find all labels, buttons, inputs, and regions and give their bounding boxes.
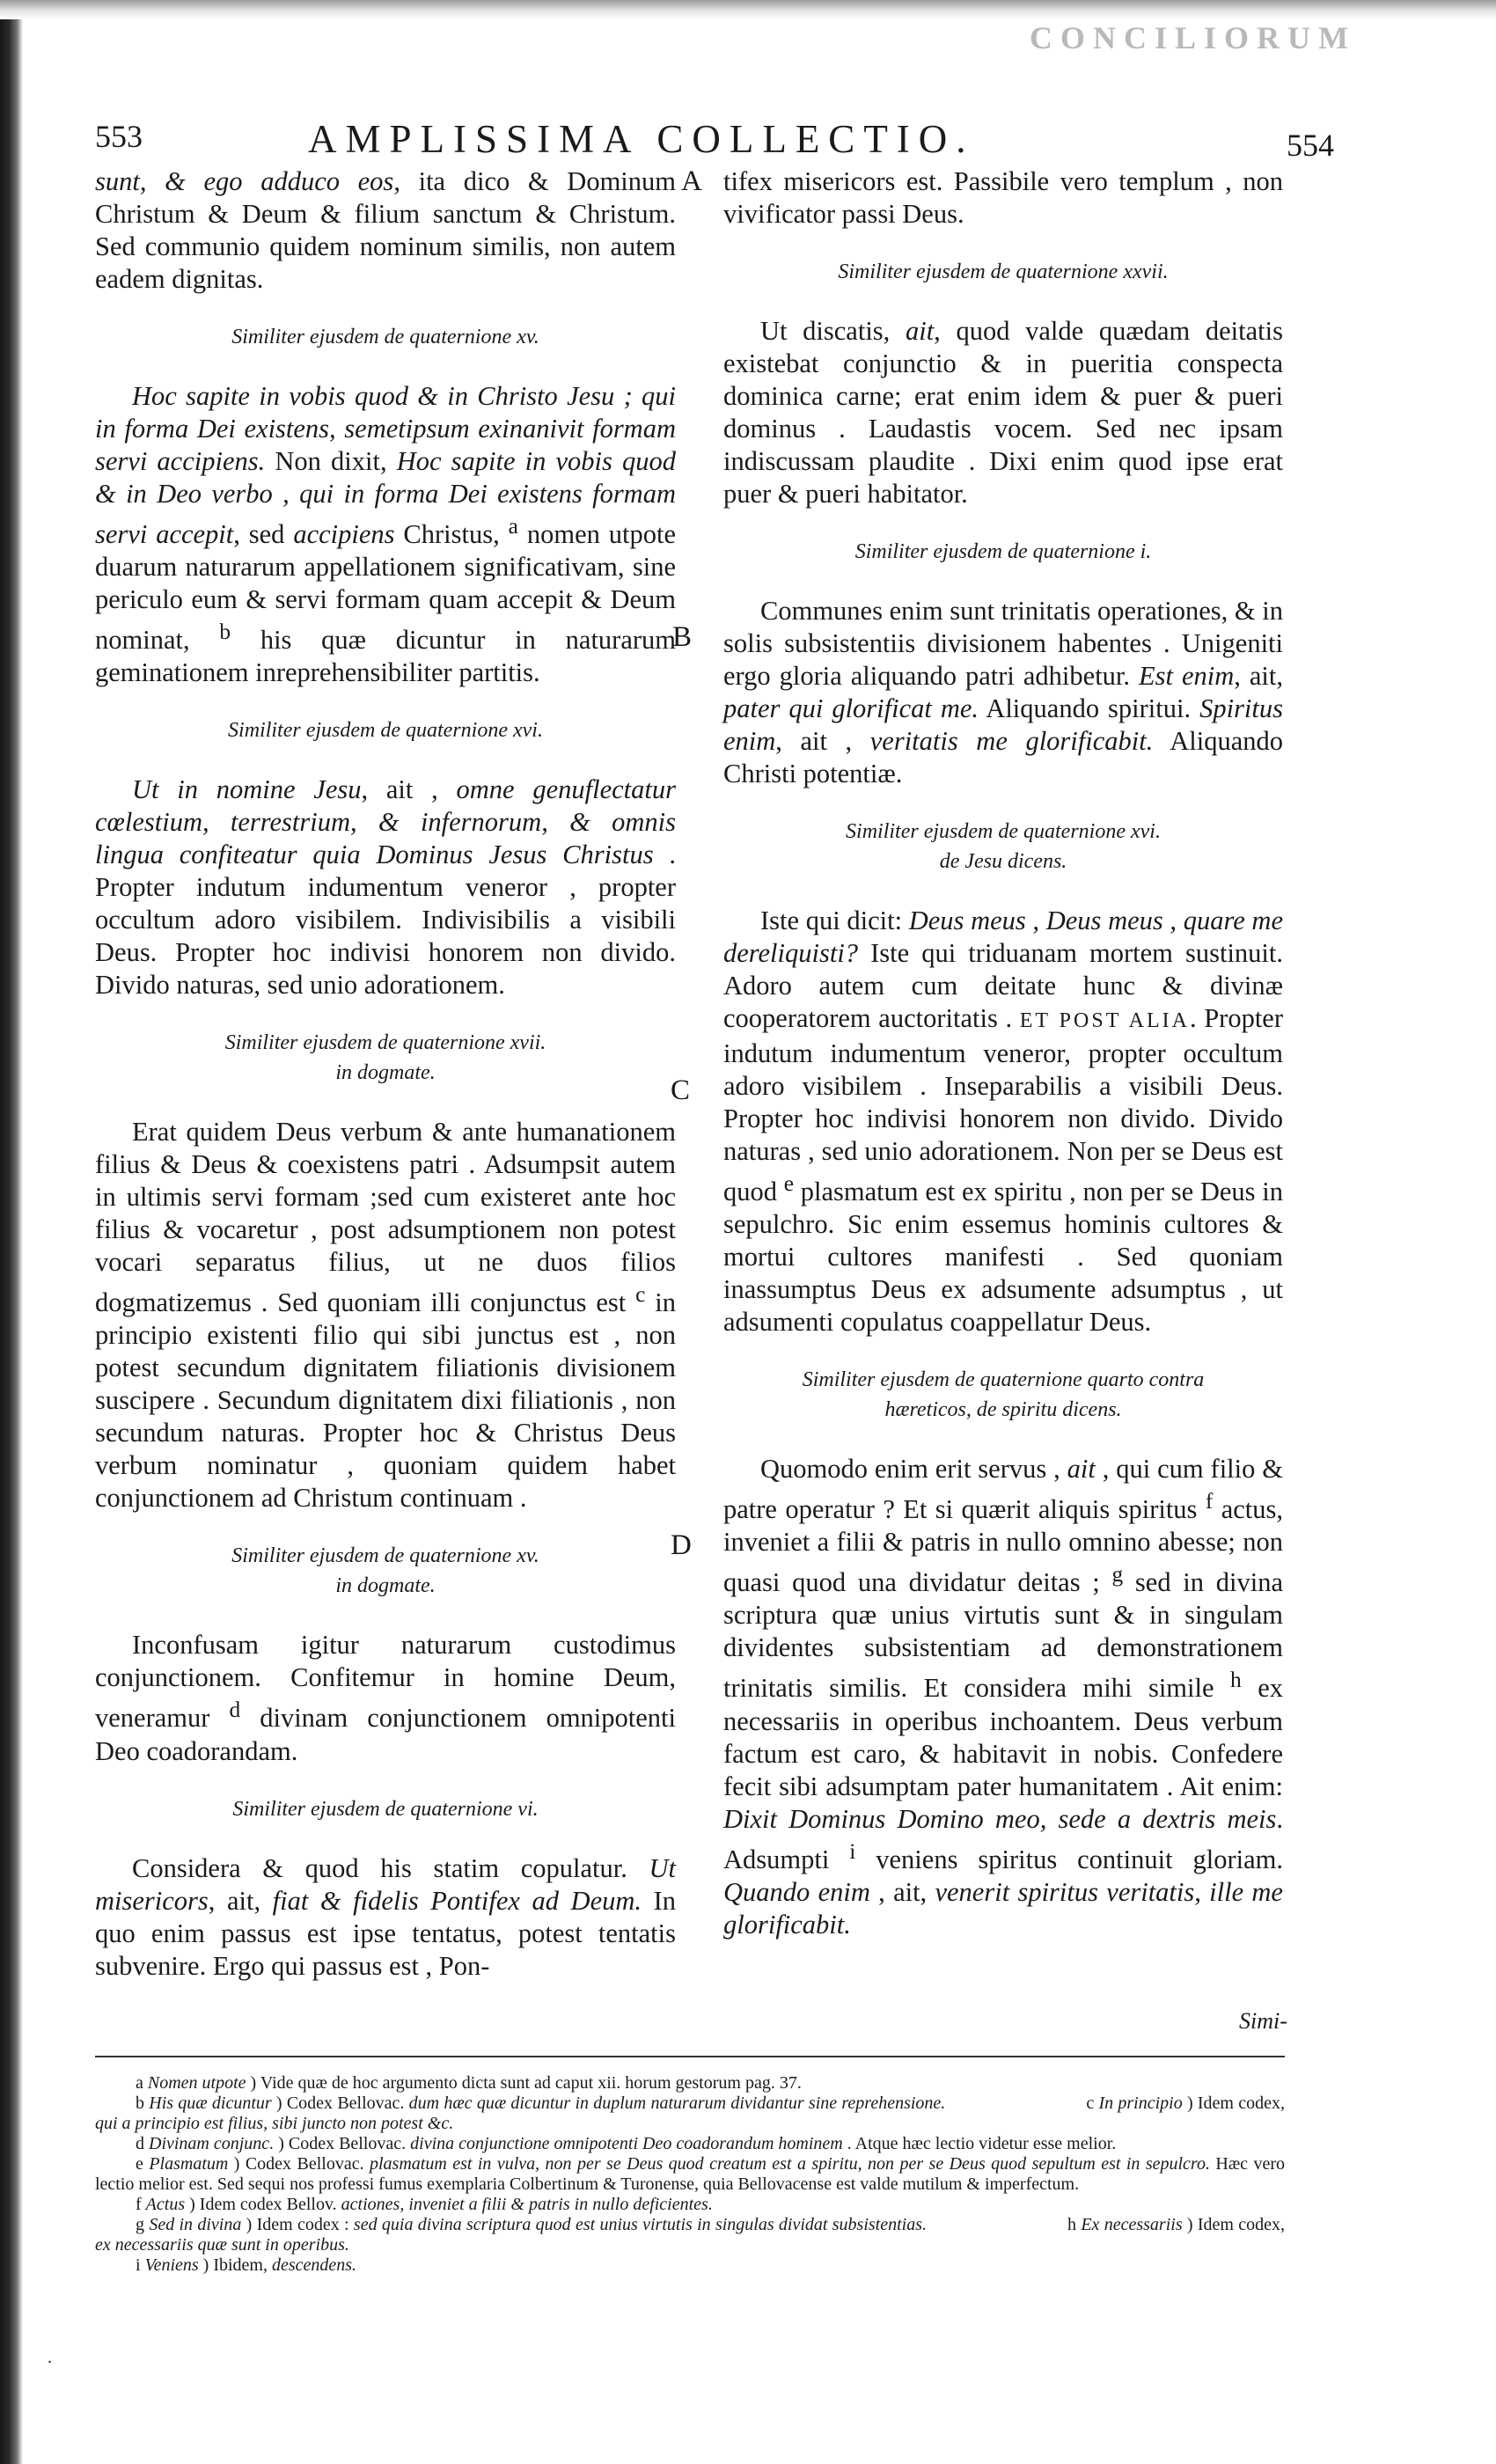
running-title: AMPLISSIMA COLLECTIO.: [308, 117, 975, 161]
footnote-text: Codex Bellovac.: [245, 2154, 370, 2174]
text: , ait,: [1234, 661, 1283, 691]
paragraph: [95, 1852, 676, 1983]
italic-text: Deus meus , Deus meus , quare me dereliquisti?: [723, 906, 1283, 968]
italic-text: accipiens: [293, 519, 395, 550]
footnote-italic: sed quia divina scriptura quod est unius virtutis in singulas dividat subsistentias.: [353, 2215, 928, 2234]
footnote-label: a: [136, 2073, 143, 2093]
paragraph: [95, 1629, 676, 1767]
footnote-label: h: [1067, 2215, 1077, 2234]
footnote-text: &c.: [422, 2114, 454, 2133]
bleed-through-header: CONCILIORUM: [1030, 20, 1357, 55]
heading-line: in dogmate.: [335, 1574, 436, 1598]
footnote: d Divinam conjunc. ) Codex Bellovac. divina conjunctione omnipotenti Deo coadorandum hominem . Atque hæc lectio videtur esse melior.: [136, 2134, 1117, 2153]
text: nomen utpote duarum naturarum appellationem significativam, sine periculo eum & servi formam quam accepit & Deum nominat,: [95, 519, 676, 656]
text: ex necessariis in operibus inchoantem. Deus verbum factum est caro, & habitavit in nobis. Confedere fecit sibi adsumptam pater humanitatem . Ait enim:: [723, 1673, 1283, 1801]
bottom-mark: .: [48, 2348, 52, 2367]
text: Ut discatis,: [760, 316, 906, 346]
text: . Propter indutum indumentum veneror, propter occultum adoro visibilem . Inseparabilis a visibili Deus. Propter hoc indivisi honorem non divido. Divido naturas , sed unio adorationem. Non per se Deus est quod: [723, 1003, 1283, 1207]
paragraph: [95, 774, 676, 1001]
footnote-ref: Plasmatum: [149, 2154, 229, 2174]
note-marker: g: [1111, 1562, 1124, 1588]
heading-line: Similiter ejusdem de quaternione xvii.: [224, 1031, 546, 1055]
note-marker: i: [849, 1838, 856, 1864]
italic-text: Ut misericors: [95, 1852, 676, 1916]
section-heading: [723, 1365, 1283, 1425]
paragraph: tifex misericors est. Passibile vero templum , non vivificator passi Deus.: [723, 166, 1283, 229]
footnote: g Sed in divina ) Idem codex : sed quia divina scriptura quod est unius virtutis in singulas dividat subsistentias. h Ex necessariis ) Idem codex, ex necessariis quæ sunt in operibus.: [95, 2215, 1286, 2255]
text: Christus,: [394, 519, 509, 550]
text: Iste qui triduanam mortem sustinuit. Adoro autem cum deitate hunc & divinæ cooperatorem auctoritatis .: [723, 938, 1283, 1033]
footnote-label: g: [136, 2215, 144, 2234]
binding-shadow: [0, 0, 23, 2464]
italic-text: Dixit Dominus Domino meo, sede a dextris meis: [723, 1803, 1277, 1834]
note-marker: c: [635, 1282, 646, 1308]
text: plasmatum est ex spiritu , non per se Deus in sepulchro. Sic enim essemus hominis cultores & mortui cultores manifesti . Sed quoniam inassumptus Deus ex adsumente adsumptus , ut adsumenti copulatus coappellatur Deus.: [723, 1177, 1284, 1338]
footnote-label: c: [1086, 2094, 1095, 2113]
footnote-label: d: [136, 2134, 144, 2153]
footnote-text: Idem codex Bellov.: [199, 2195, 341, 2214]
paragraph: [95, 165, 676, 296]
italic-text: Est enim: [1139, 661, 1235, 691]
catchword: Simi-: [1239, 2008, 1287, 2034]
text: . Adsumpti: [723, 1803, 1283, 1874]
italic-text: Ut in nomine Jesu: [132, 774, 362, 805]
footnote-ref: Ex necessariis: [1081, 2215, 1183, 2234]
footnote-italic: qui a principio est filius, sibi juncto non potest: [95, 2114, 423, 2133]
note-marker: h: [1230, 1668, 1242, 1693]
text: actus, inveniet a filii & patris in nullo omnino abesse; non quasi quod una dividatur deitas ;: [723, 1494, 1283, 1598]
text: his quæ dicuntur in naturarum geminationem inreprehensibiliter partitis.: [95, 625, 677, 688]
paragraph: [95, 380, 676, 689]
paragraph: [723, 595, 1283, 790]
footnote-text: Hæc vero lectio melior est. Sed sequi nos professi fumus exemplaria Colbertinum & Turonense, quia Bellovacense est valde mutilum & imperfectum.: [95, 2154, 1286, 2194]
footnote-text: . Atque hæc lectio videtur esse melior.: [842, 2134, 1117, 2153]
footnote-text: Ibidem,: [213, 2255, 272, 2275]
margin-letter-c: C: [671, 1074, 691, 1106]
text: Aliquando Christi potentiæ.: [723, 726, 1283, 788]
footnote-text: Idem codex :: [256, 2215, 354, 2234]
footnote: i Veniens ) Ibidem, descendens.: [136, 2255, 357, 2275]
italic-text: Quando enim: [723, 1876, 870, 1907]
footnote-ref: Divinam conjunc.: [149, 2134, 275, 2153]
footnote-ref: Actus: [145, 2195, 186, 2214]
text: sed in divina scriptura quæ unius virtutis sunt & in singulam dividentes subsistentiam ad demonstrationem trinitatis similis. Et considera mihi simile: [723, 1567, 1283, 1704]
text: Non dixit,: [265, 446, 397, 476]
footnote: a Nomen utpote ) Vide quæ de hoc argumento dicta sunt ad caput xii. horum gestorum pag. 37.: [136, 2073, 802, 2093]
left-column: [95, 165, 676, 1983]
footnote-italic: dum hæc quæ dicuntur in duplum naturarum dividantur sine reprehensione.: [408, 2094, 946, 2113]
text: Erat quidem Deus verbum & ante humanationem filius & Deus & coexistens patri . Adsumpsit autem in ultimis servi formam ;sed cum existeret ante hoc filius & vocaretur , post adsumptionem non potest vocari separatus filius, ut ne duos filios dogmatizemus . Sed quoniam illi conjunctus est: [95, 1117, 676, 1318]
scan-top-shadow: [0, 0, 1496, 19]
heading-line: hæreticos, de spiritu dicens.: [884, 1398, 1122, 1422]
italic-text: pater qui glorificat me.: [723, 693, 979, 723]
footnote: b His quæ dicuntur ) Codex Bellovac. dum hæc quæ dicuntur in duplum naturarum dividantur sine reprehensione. c In principio ) Idem codex, qui a principio est filius, sibi juncto non potest &c.: [95, 2094, 1285, 2133]
note-marker: f: [1205, 1489, 1214, 1514]
margin-letter-d: D: [671, 1529, 692, 1561]
text: , qui cum filio & patre operatur ? Et si quærit aliquis spiritus: [723, 1454, 1283, 1525]
footnote-italic: descendens.: [271, 2255, 357, 2275]
italic-text: veritatis me glorificabit.: [869, 726, 1154, 756]
italic-text: ait: [1067, 1454, 1096, 1485]
section-heading: Similiter ejusdem de quaternione xv.: [231, 326, 539, 348]
text: , ita dico & Dominum: [393, 166, 676, 196]
text: Inconfusam igitur naturarum custodimus conjunctionem. Confitemur in homine Deum, veneramur: [95, 1630, 676, 1734]
italic-text: fiat & fidelis Pontifex ad Deum.: [272, 1885, 642, 1916]
text: Communes enim sunt trinitatis operationes, & in solis subsistentiis divisionem habentes . Unigeniti ergo gloria aliquando patri adhibetur.: [723, 596, 1283, 691]
heading-line: Similiter ejusdem de quaternione xv.: [231, 1544, 539, 1568]
italic-text: Hoc sapite in vobis quod & in Deo verbo , qui in forma Dei existens formam servi accepit: [95, 446, 676, 550]
italic-text: venerit spiritus veritatis, ille me glorificabit.: [723, 1876, 1283, 1940]
italic-text: Hoc sapite in vobis quod & in Christo Jesu ; qui in forma Dei existens, semetipsum exinanivit formam servi accipiens.: [95, 381, 676, 476]
text: Quomodo enim erit servus ,: [760, 1454, 1067, 1485]
section-heading: Similiter ejusdem de quaternione vi.: [232, 1797, 539, 1821]
footnote-text: Codex Bellovac.: [286, 2094, 409, 2113]
footnote-label: f: [136, 2195, 142, 2214]
footnote-ref: Sed in divina: [149, 2215, 242, 2234]
text: Aliquando spiritui.: [979, 693, 1200, 723]
footnote-label: b: [136, 2094, 144, 2113]
heading-line: de Jesu dicens.: [939, 850, 1067, 873]
page-number-right: 554: [1287, 128, 1334, 163]
footnote-italic: ex necessariis quæ sunt in operibus.: [95, 2235, 349, 2255]
running-header: [0, 116, 1496, 169]
italic-text: sunt, & ego adduco eos: [95, 166, 394, 196]
note-marker: a: [508, 514, 518, 539]
text: Iste qui dicit:: [760, 906, 909, 935]
text: , ait,: [208, 1885, 273, 1916]
italic-text: Spiritus enim: [723, 693, 1284, 756]
text: Considera & quod his statim copulatur.: [132, 1852, 649, 1883]
text: veniens spiritus continuit gloriam.: [855, 1844, 1283, 1874]
heading-line: Similiter ejusdem de quaternione xvi.: [846, 820, 1161, 843]
section-heading: [95, 1541, 676, 1601]
italic-text: omne genuflectatur cœlestium, terrestrium, & infernorum, & omnis lingua confiteatur quia Dominus Jesus Christus: [95, 774, 676, 870]
italic-text: ait: [905, 316, 935, 346]
text: , ait ,: [775, 726, 870, 756]
text: In quo enim passus est ipse tentatus, potest tentatis subvenire. Ergo qui passus est , Pon-: [95, 1885, 676, 1981]
footnote-rule: [95, 2056, 1285, 2057]
footnote-italic: actiones, inveniet a filii & patris in nullo deficientes.: [341, 2195, 713, 2214]
margin-letter-a: A: [681, 165, 702, 197]
footnote-label: e: [136, 2154, 143, 2174]
paragraph: [723, 315, 1283, 510]
margin-letter-b: B: [672, 621, 693, 653]
text: . Propter indutum indumentum veneror , propter occultum adoro visibilem. Indivisibilis a visibili Deus. Propter hoc indivisi honorem non divido. Divido naturas, sed unio adorationem.: [95, 840, 676, 1001]
footnote-ref: His quæ dicuntur: [149, 2094, 272, 2113]
text: , ait ,: [361, 774, 457, 805]
section-heading: Similiter ejusdem de quaternione xxvii.: [838, 260, 1169, 283]
paragraph: [95, 1116, 676, 1514]
text: , sed: [233, 519, 294, 550]
section-heading: [723, 817, 1283, 876]
footnote-italic: plasmatum est in vulva, non per se Deus quod creatum est a spiritu, non per se Deus quod sepultum est in sepulcro.: [370, 2154, 1210, 2174]
text: in principio existenti filio qui sibi junctus est , non potest secundum dignitatem filiationis divisionem suscipere . Secundum dignitatem dixi filiationis , non secundum naturas. Propter hoc & Christus Deus verbum nominatur , quoniam quidem habet conjunctionem ad Christum continuam .: [95, 1287, 676, 1514]
section-heading: Similiter ejusdem de quaternione xvi.: [228, 719, 543, 743]
small-caps-text: ET POST ALIA: [1019, 1009, 1190, 1032]
footnote-text: Vide quæ de hoc argumento dicta sunt ad caput xii. horum gestorum pag. 37.: [260, 2073, 802, 2093]
text: , ait,: [869, 1876, 935, 1907]
note-marker: d: [229, 1698, 241, 1723]
text: , quod valde quædam deitatis existebat conjunctio & in pueritia conspecta dominica carne; erat enim idem & puer & pueri dominus . Laudastis vocem. Sed nec ipsam indiscussam plaudite . Dixi enim quod ipse erat puer & pueri habitator.: [723, 316, 1283, 509]
footnote-ref: Nomen utpote: [147, 2073, 246, 2093]
right-column: [723, 165, 1283, 1941]
footnote-ref: Veniens: [144, 2255, 199, 2275]
section-heading: Similiter ejusdem de quaternione i.: [854, 540, 1152, 563]
footnote-text: Idem codex,: [1197, 2094, 1285, 2113]
paragraph: [723, 905, 1283, 1338]
footnote: e Plasmatum ) Codex Bellovac. plasmatum est in vulva, non per se Deus quod creatum est a spiritu, non per se Deus quod sepultum est in sepulcro. Hæc vero lectio melior est. Sed sequi nos professi fumus exemplaria Colbertinum & Turonense, quia Bellovacense est valde mutilum & imperfectum.: [95, 2154, 1286, 2194]
text: Christum & Deum & filium sanctum & Christum. Sed communio quidem nominum similis, non autem eadem dignitas.: [95, 199, 676, 294]
footnote-italic: divina conjunctione omnipotenti Deo coadorandum hominem: [410, 2134, 843, 2153]
heading-line: Similiter ejusdem de quaternione quarto contra: [802, 1368, 1205, 1392]
footnote-ref: In principio: [1098, 2094, 1183, 2113]
paragraph: [723, 1453, 1283, 1941]
heading-line: in dogmate.: [335, 1061, 436, 1085]
note-marker: b: [219, 620, 231, 645]
footnote-label: i: [136, 2255, 141, 2275]
note-marker: e: [783, 1171, 795, 1196]
section-heading: [95, 1028, 676, 1088]
text: divinam conjunctionem omnipotenti Deo coadorandam.: [95, 1703, 676, 1766]
footnotes: [95, 2073, 1285, 2276]
footnote: f Actus ) Idem codex Bellov. actiones, inveniet a filii & patris in nullo deficientes.: [136, 2195, 713, 2214]
page-number-left: 553: [95, 119, 143, 154]
footnote-text: Codex Bellovac.: [288, 2134, 411, 2153]
footnote-text: Idem codex,: [1197, 2215, 1286, 2234]
